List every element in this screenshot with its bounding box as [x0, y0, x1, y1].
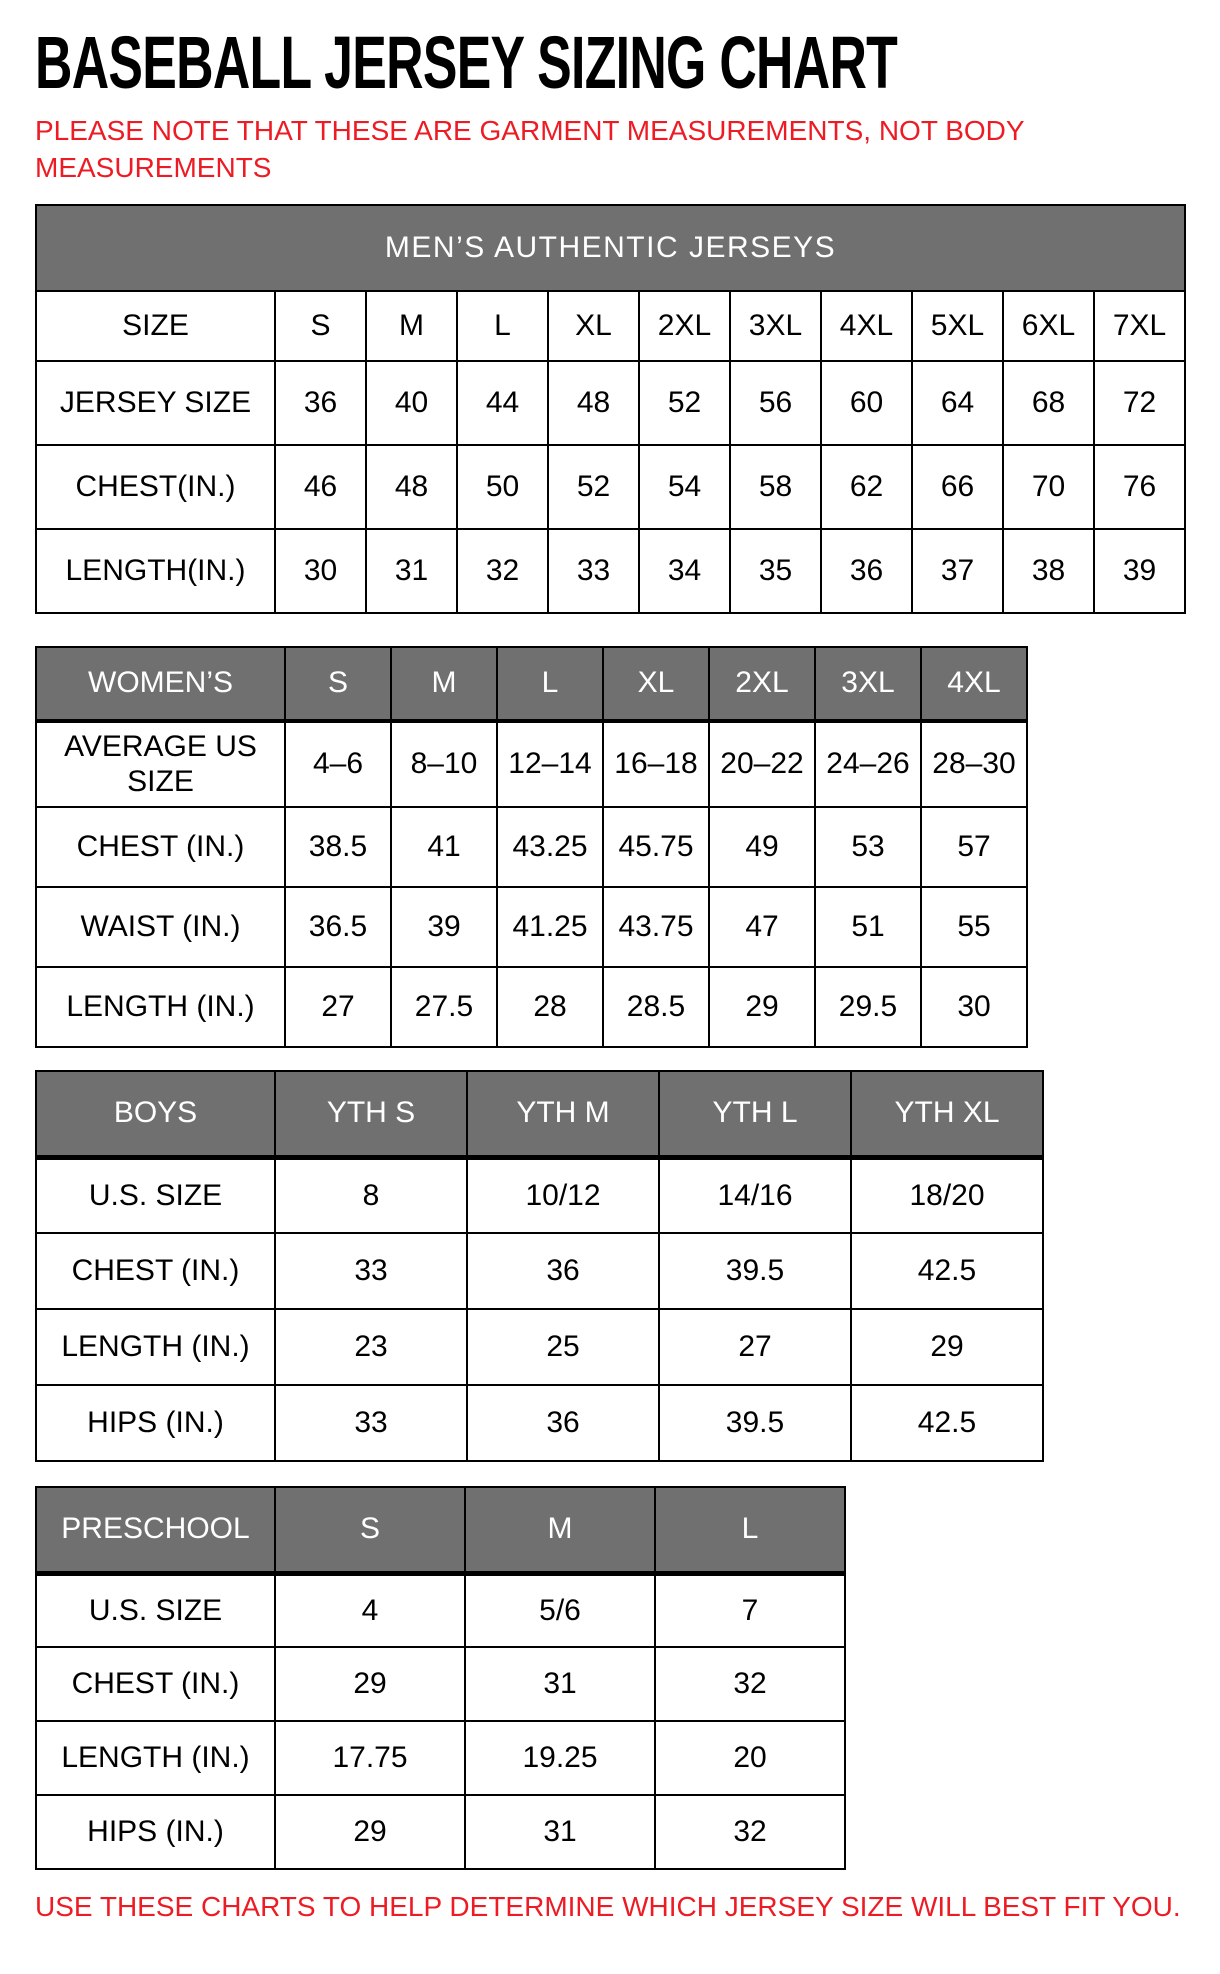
cell-value: 16–18 [603, 721, 709, 807]
column-header: YTH S [275, 1071, 467, 1157]
cell-value: 8–10 [391, 721, 497, 807]
column-header: 2XL [639, 291, 730, 361]
cell-value: 33 [548, 529, 639, 613]
cell-value: 36.5 [285, 887, 391, 967]
mens-table-banner: MEN’S AUTHENTIC JERSEYS [36, 205, 1185, 291]
column-header: S [285, 647, 391, 721]
cell-value: 60 [821, 361, 912, 445]
womens-sizing-table [35, 646, 1028, 1048]
cell-value: 39.5 [659, 1233, 851, 1309]
table-row [36, 291, 1185, 361]
cell-value: 42.5 [851, 1385, 1043, 1461]
cell-value: 29 [851, 1309, 1043, 1385]
cell-value: 36 [467, 1233, 659, 1309]
table-row [36, 1795, 845, 1869]
cell-value: 55 [921, 887, 1027, 967]
table-row [36, 1573, 845, 1647]
column-header: S [275, 1487, 465, 1573]
table-row [36, 887, 1027, 967]
column-header: 3XL [815, 647, 921, 721]
boys-sizing-table [35, 1070, 1044, 1462]
cell-value: 10/12 [467, 1157, 659, 1233]
cell-value: 23 [275, 1309, 467, 1385]
table-row [36, 967, 1027, 1047]
table-row [36, 1385, 1043, 1461]
cell-value: 31 [465, 1795, 655, 1869]
table-row [36, 1309, 1043, 1385]
cell-value: 29 [275, 1795, 465, 1869]
page-title: BASEBALL JERSEY SIZING CHART [35, 21, 898, 104]
cell-value: 70 [1003, 445, 1094, 529]
column-header: 6XL [1003, 291, 1094, 361]
table-row [36, 1721, 845, 1795]
cell-value: 39 [1094, 529, 1185, 613]
cell-value: 35 [730, 529, 821, 613]
cell-value: 30 [921, 967, 1027, 1047]
fit-advice-note: USE THESE CHARTS TO HELP DETERMINE WHICH JERSEY SIZE WILL BEST FIT YOU. [35, 1891, 1181, 1922]
table-row [36, 529, 1185, 613]
column-header: XL [548, 291, 639, 361]
cell-value: 54 [639, 445, 730, 529]
cell-value: 56 [730, 361, 821, 445]
cell-value: 39.5 [659, 1385, 851, 1461]
column-header: L [497, 647, 603, 721]
column-header: 4XL [921, 647, 1027, 721]
cell-value: 30 [275, 529, 366, 613]
cell-value: 51 [815, 887, 921, 967]
cell-value: 58 [730, 445, 821, 529]
column-header: 7XL [1094, 291, 1185, 361]
cell-value: 43.75 [603, 887, 709, 967]
column-header: XL [603, 647, 709, 721]
garment-measurements-note [35, 112, 1220, 186]
cell-value: 52 [548, 445, 639, 529]
row-label: HIPS (IN.) [36, 1795, 275, 1869]
cell-value: 31 [366, 529, 457, 613]
column-header: 3XL [730, 291, 821, 361]
cell-value: 76 [1094, 445, 1185, 529]
cell-value: 27.5 [391, 967, 497, 1047]
cell-value: 14/16 [659, 1157, 851, 1233]
column-header: L [457, 291, 548, 361]
row-label: LENGTH (IN.) [36, 1309, 275, 1385]
cell-value: 24–26 [815, 721, 921, 807]
mens-banner-row [36, 205, 1185, 291]
cell-value: 38 [1003, 529, 1094, 613]
cell-value: 39 [391, 887, 497, 967]
column-header: L [655, 1487, 845, 1573]
womens-header-row [36, 647, 1027, 721]
cell-value: 41.25 [497, 887, 603, 967]
cell-value: 12–14 [497, 721, 603, 807]
note-line-2: MEASUREMENTS [35, 152, 272, 183]
cell-value: 57 [921, 807, 1027, 887]
cell-value: 49 [709, 807, 815, 887]
cell-value: 36 [467, 1385, 659, 1461]
column-header: YTH M [467, 1071, 659, 1157]
cell-value: 46 [275, 445, 366, 529]
cell-value: 41 [391, 807, 497, 887]
table-row [36, 445, 1185, 529]
cell-value: 31 [465, 1647, 655, 1721]
cell-value: 40 [366, 361, 457, 445]
cell-value: 28–30 [921, 721, 1027, 807]
cell-value: 18/20 [851, 1157, 1043, 1233]
cell-value: 20–22 [709, 721, 815, 807]
cell-value: 45.75 [603, 807, 709, 887]
cell-value: 29 [709, 967, 815, 1047]
cell-value: 38.5 [285, 807, 391, 887]
cell-value: 27 [285, 967, 391, 1047]
cell-value: 29 [275, 1647, 465, 1721]
cell-value: 32 [655, 1795, 845, 1869]
column-header: M [391, 647, 497, 721]
table-row [36, 721, 1027, 807]
row-label: SIZE [36, 291, 275, 361]
cell-value: 33 [275, 1385, 467, 1461]
cell-value: 43.25 [497, 807, 603, 887]
cell-value: 48 [366, 445, 457, 529]
table-title-cell: BOYS [36, 1071, 275, 1157]
cell-value: 68 [1003, 361, 1094, 445]
cell-value: 20 [655, 1721, 845, 1795]
row-label: LENGTH (IN.) [36, 1721, 275, 1795]
cell-value: 32 [655, 1647, 845, 1721]
cell-value: 29.5 [815, 967, 921, 1047]
column-header: M [366, 291, 457, 361]
boys-header-row [36, 1071, 1043, 1157]
note-line-1: PLEASE NOTE THAT THESE ARE GARMENT MEASUREMENTS, NOT BODY [35, 115, 1025, 146]
cell-value: 25 [467, 1309, 659, 1385]
row-label: JERSEY SIZE [36, 361, 275, 445]
row-label: CHEST (IN.) [36, 1233, 275, 1309]
cell-value: 27 [659, 1309, 851, 1385]
preschool-header-row [36, 1487, 845, 1573]
cell-value: 34 [639, 529, 730, 613]
cell-value: 4–6 [285, 721, 391, 807]
row-label: U.S. SIZE [36, 1157, 275, 1233]
cell-value: 50 [457, 445, 548, 529]
cell-value: 7 [655, 1573, 845, 1647]
table-row [36, 807, 1027, 887]
cell-value: 62 [821, 445, 912, 529]
cell-value: 19.25 [465, 1721, 655, 1795]
cell-value: 4 [275, 1573, 465, 1647]
cell-value: 36 [821, 529, 912, 613]
cell-value: 42.5 [851, 1233, 1043, 1309]
cell-value: 5/6 [465, 1573, 655, 1647]
row-label: LENGTH (IN.) [36, 967, 285, 1047]
table-row [36, 361, 1185, 445]
row-label: U.S. SIZE [36, 1573, 275, 1647]
table-row [36, 1647, 845, 1721]
cell-value: 36 [275, 361, 366, 445]
cell-value: 28 [497, 967, 603, 1047]
cell-value: 33 [275, 1233, 467, 1309]
cell-value: 72 [1094, 361, 1185, 445]
column-header: 5XL [912, 291, 1003, 361]
row-label: LENGTH(IN.) [36, 529, 275, 613]
cell-value: 8 [275, 1157, 467, 1233]
cell-value: 53 [815, 807, 921, 887]
column-header: 2XL [709, 647, 815, 721]
table-row [36, 1233, 1043, 1309]
row-label: HIPS (IN.) [36, 1385, 275, 1461]
row-label: CHEST (IN.) [36, 807, 285, 887]
cell-value: 47 [709, 887, 815, 967]
row-label: CHEST(IN.) [36, 445, 275, 529]
column-header: M [465, 1487, 655, 1573]
cell-value: 48 [548, 361, 639, 445]
cell-value: 44 [457, 361, 548, 445]
column-header: 4XL [821, 291, 912, 361]
cell-value: 37 [912, 529, 1003, 613]
column-header: S [275, 291, 366, 361]
row-label: CHEST (IN.) [36, 1647, 275, 1721]
table-title-cell: PRESCHOOL [36, 1487, 275, 1573]
cell-value: 17.75 [275, 1721, 465, 1795]
column-header: YTH XL [851, 1071, 1043, 1157]
table-title-cell: WOMEN’S [36, 647, 285, 721]
cell-value: 32 [457, 529, 548, 613]
preschool-sizing-table [35, 1486, 846, 1870]
cell-value: 52 [639, 361, 730, 445]
column-header: YTH L [659, 1071, 851, 1157]
row-label: AVERAGE US SIZE [36, 721, 285, 807]
cell-value: 66 [912, 445, 1003, 529]
cell-value: 28.5 [603, 967, 709, 1047]
table-row [36, 1157, 1043, 1233]
cell-value: 64 [912, 361, 1003, 445]
row-label: WAIST (IN.) [36, 887, 285, 967]
mens-sizing-table [35, 204, 1186, 614]
